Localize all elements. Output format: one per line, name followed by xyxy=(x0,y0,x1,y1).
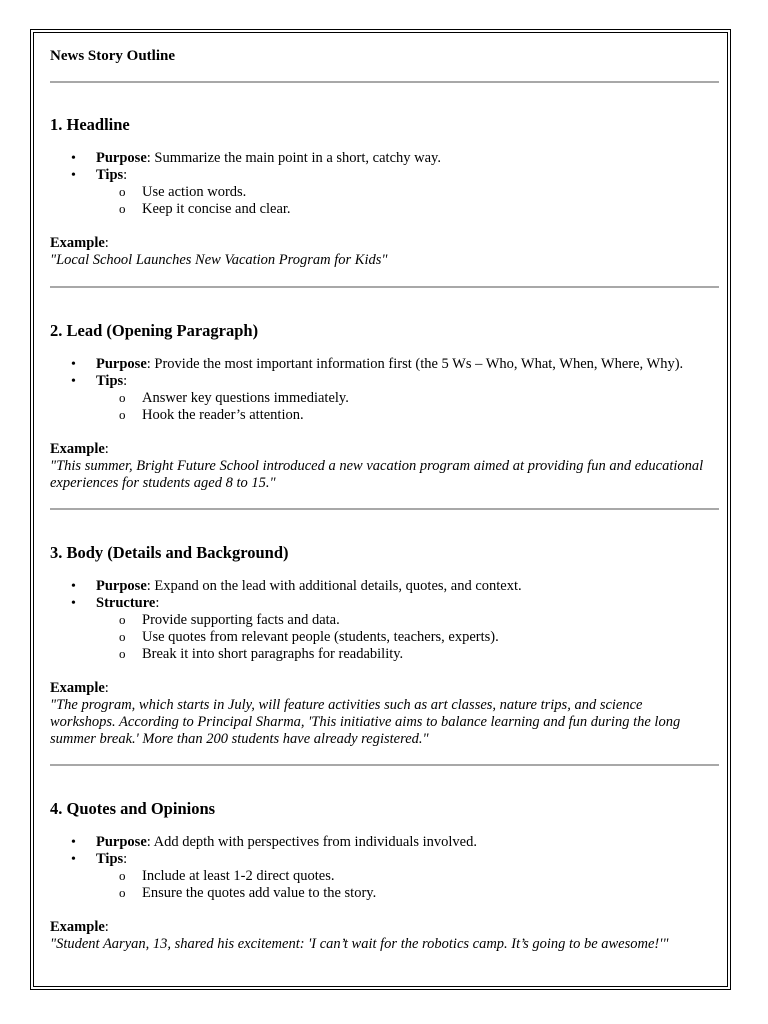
list-item xyxy=(50,150,719,167)
list-item xyxy=(50,373,719,390)
bullet-text: : xyxy=(155,595,160,611)
bullet-text: : Provide the most important information first (the 5 Ws – Who, What, When, Where, Why). xyxy=(146,356,684,372)
section-lead xyxy=(50,321,719,492)
section-heading: 3. Body (Details and Background) xyxy=(50,543,289,562)
list-item xyxy=(50,356,719,373)
sub-list-item: o Break it into short paragraphs for readability. xyxy=(50,646,719,663)
bullet-label: Purpose xyxy=(96,150,147,166)
bullet-text: : Expand on the lead with additional details, quotes, and context. xyxy=(146,578,522,594)
divider xyxy=(50,764,719,766)
example-label: Example: xyxy=(50,680,109,696)
example-label: Example: xyxy=(50,441,109,457)
divider xyxy=(50,286,719,288)
section-headline xyxy=(50,115,719,269)
bullet-text: : xyxy=(123,373,128,389)
section-heading: 4. Quotes and Opinions xyxy=(50,799,216,818)
example-text: "Student Aaryan, 13, shared his excitement: 'I can’t wait for the robotics camp. It’s going to be awesome!'" xyxy=(50,936,669,952)
bullet-label: Purpose xyxy=(96,834,147,850)
page-frame xyxy=(30,29,731,990)
sub-list-item: o Provide supporting facts and data. xyxy=(50,612,719,629)
bullet-label: Structure xyxy=(96,595,156,611)
sub-list-item: o Use quotes from relevant people (students, teachers, experts). xyxy=(50,629,719,646)
bullet-label: Tips xyxy=(96,373,124,389)
sub-list xyxy=(50,868,719,902)
list-item xyxy=(50,851,719,868)
section-body xyxy=(50,543,719,748)
divider xyxy=(50,508,719,510)
bullet-label: Tips xyxy=(96,851,124,867)
example-label: Example: xyxy=(50,919,109,935)
sub-list xyxy=(50,184,719,218)
bullet-list xyxy=(50,150,719,184)
list-item xyxy=(50,834,719,851)
divider xyxy=(50,81,719,83)
sub-list-item: o Ensure the quotes add value to the story. xyxy=(50,885,719,902)
list-item xyxy=(50,167,719,184)
list-item xyxy=(50,595,719,612)
sub-list-item: o Hook the reader’s attention. xyxy=(50,407,719,424)
bullet-list xyxy=(50,356,719,390)
sub-list xyxy=(50,390,719,424)
sub-list xyxy=(50,612,719,663)
example-text: "The program, which starts in July, will feature activities such as art classes, nature trips, and science workshops. According to Principal Sharma, 'This initiative aims to balance learning and fun during the long summer break.' More than 200 students have already registered." xyxy=(50,697,681,747)
sub-list-item: o Keep it concise and clear. xyxy=(50,201,719,218)
document-title: News Story Outline xyxy=(50,48,175,64)
bullet-label: Tips xyxy=(96,167,124,183)
example-label: Example: xyxy=(50,235,109,251)
bullet-list xyxy=(50,834,719,868)
list-item xyxy=(50,578,719,595)
section-heading: 2. Lead (Opening Paragraph) xyxy=(50,321,259,340)
bullet-list xyxy=(50,578,719,612)
sub-list-item: o Answer key questions immediately. xyxy=(50,390,719,407)
bullet-text: : Summarize the main point in a short, catchy way. xyxy=(146,150,441,166)
example-text: "Local School Launches New Vacation Program for Kids" xyxy=(50,252,388,268)
bullet-label: Purpose xyxy=(96,356,147,372)
section-quotes xyxy=(50,799,719,953)
bullet-text: : Add depth with perspectives from individuals involved. xyxy=(146,834,477,850)
bullet-text: : xyxy=(123,851,128,867)
section-heading: 1. Headline xyxy=(50,115,130,134)
bullet-label: Purpose xyxy=(96,578,147,594)
example-text: "This summer, Bright Future School introduced a new vacation program aimed at providing fun and educational experiences for students aged 8 to 15." xyxy=(50,458,704,491)
sub-list-item: o Include at least 1-2 direct quotes. xyxy=(50,868,719,885)
bullet-text: : xyxy=(123,167,128,183)
sub-list-item: o Use action words. xyxy=(50,184,719,201)
